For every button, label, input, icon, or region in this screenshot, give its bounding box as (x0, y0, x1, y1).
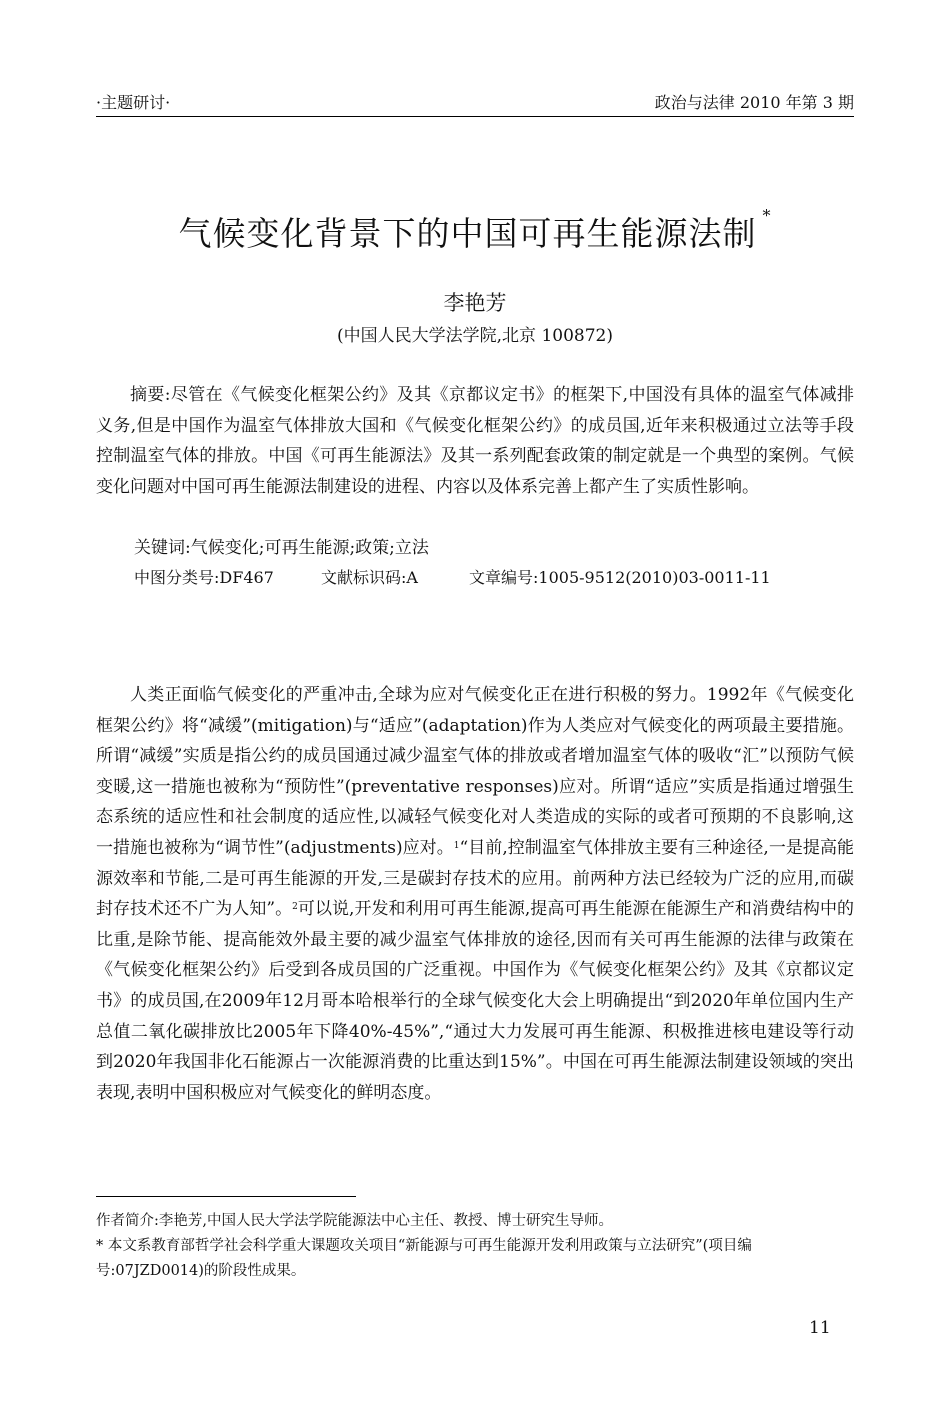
body-paragraph (96, 680, 854, 1108)
footnote-rule (96, 1196, 356, 1197)
footnotes (96, 1209, 854, 1284)
footnote-ref-1: 1 (453, 840, 460, 851)
abstract: 摘要:尽管在《气候变化框架公约》及其《京都议定书》的框架下,中国没有具体的温室气体减排义务,但是中国作为温室气体排放大国和《气候变化框架公约》的成员国,近年来积极通过立法等手段控制温室气体的排放。中国《可再生能源法》及其一系列配套政策的制定就是一个典型的案例。气候变化问题对中国可再生能源法制建设的进程、内容以及体系完善上都产生了实质性影响。 (96, 385, 854, 497)
section-label: ·主题研讨· (96, 93, 171, 112)
title-text: 气候变化背景下的中国可再生能源法制 (178, 214, 757, 253)
footnote-ref-2: 2 (292, 902, 298, 913)
header-rule (96, 116, 854, 117)
keywords: 关键词:气候变化;可再生能源;政策;立法 (134, 538, 429, 558)
article-title (96, 208, 854, 255)
author-affiliation: (中国人民大学法学院,北京 100872) (337, 326, 613, 346)
title-footnote-mark: * (762, 206, 772, 225)
article-id: 文章编号:1005-9512(2010)03-0011-11 (469, 568, 771, 587)
body-text-part3: 可以说,开发和利用可再生能源,提高可再生能源在能源生产和消费结构中的比重,是除节能、提高能效外最主要的减少温室气体排放的途径,因而有关可再生能源的法律与政策在《气候变化框架公约》后受到各成员国的广泛重视。中国作为《气候变化框架公约》及其《京都议定书》的成员国,在2009年12月哥本哈根举行的全球气候变化大会上明确提出“到2020年单位国内生产总值二氧化碳排放比2005年下降40%-45%”,“通过大力发展可再生能源、积极推进核电建设等行动到2020年我国非化石能源占一次能源消费的比重达到15%”。中国在可再生能源法制建设领域的突出表现,表明中国积极应对气候变化的鲜明态度。 (96, 899, 854, 1103)
clc-number: 中图分类号:DF467 (134, 568, 274, 587)
document-code: 文献标识码:A (320, 568, 418, 587)
author-bio: 作者简介:李艳芳,中国人民大学法学院能源法中心主任、教授、博士研究生导师。 (96, 1213, 613, 1229)
journal-issue: 政治与法律 2010 年第 3 期 (654, 93, 854, 112)
author-name: 李艳芳 (443, 291, 507, 315)
classification-line (134, 565, 771, 588)
running-header (96, 90, 854, 112)
funding-note: * 本文系教育部哲学社会科学重大课题攻关项目“新能源与可再生能源开发利用政策与立法研究”(项目编号:07JZD0014)的阶段性成果。 (96, 1238, 752, 1279)
body-text-part2: “目前,控制温室气体排放主要有三种途径,一是提高能源效率和节能,二是可再生能源的开发,三是碳封存技术的应用。前两种方法已经较为广泛的应用,而碳封存技术还不广为人知”。 (96, 837, 855, 920)
page-number: 11 (809, 1318, 831, 1338)
body-text-part1: 人类正面临气候变化的严重冲击,全球为应对气候变化正在进行积极的努力。1992年《气候变化框架公约》将“减缓”(mitigation)与“适应”(adaptation)作为人类应对气候变化的两项最主要措施。所谓“减缓”实质是指公约的成员国通过减少温室气体的排放或者增加温室气体的吸收“汇”以预防气候变暖,这一措施也被称为“预防性”(preventative responses)应对。所谓“适应”实质是指通过增强生态系统的适应性和社会制度的适应性,以减轻气候变化对人类造成的实际的或者可预期的不良影响,这一措施也被称为“调节性”(adjustments)应对。 (96, 685, 854, 858)
